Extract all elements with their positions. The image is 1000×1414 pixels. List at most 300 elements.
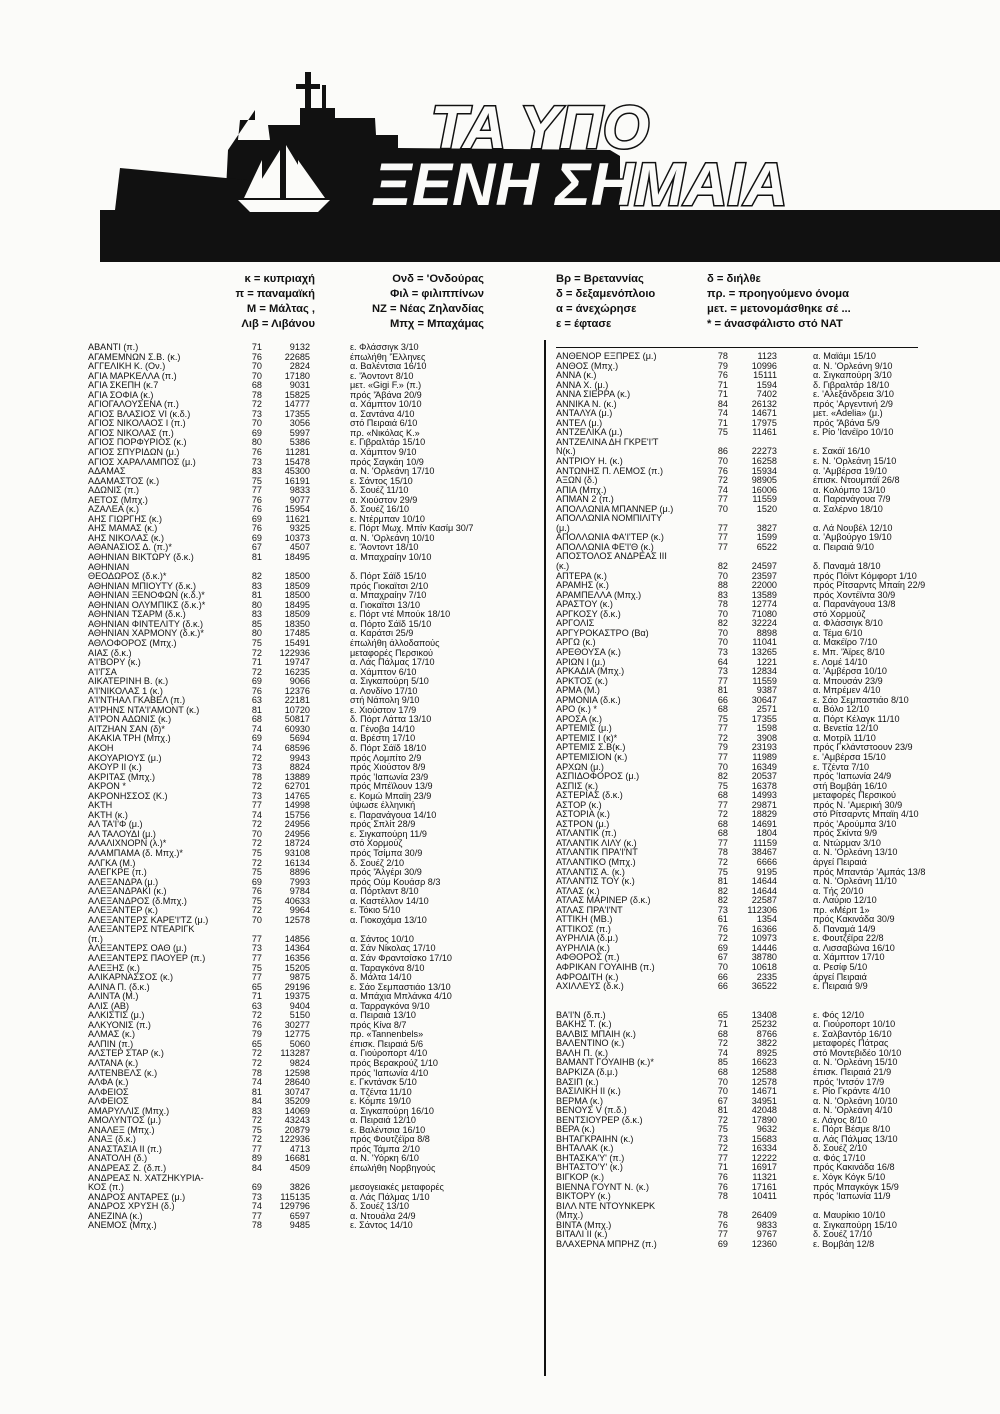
ship-name: ΑΡΑΣΤΟΥ (κ.) bbox=[556, 600, 613, 610]
tonnage: 45300 bbox=[284, 466, 310, 477]
tonnage: 18829 bbox=[751, 809, 777, 820]
build-year: 78 bbox=[717, 351, 728, 361]
status-note: α. Σάν Νίκολας 17/10 bbox=[350, 943, 436, 954]
build-year: 68 bbox=[717, 790, 728, 801]
build-year: 71 bbox=[251, 991, 262, 1002]
status-note: δ. Σουέζ 11/10 bbox=[350, 485, 409, 496]
build-year: 85 bbox=[717, 1057, 728, 1068]
build-year: 74 bbox=[251, 809, 262, 820]
status-note: α. Μπρέμεν 4/10 bbox=[813, 685, 881, 696]
table-row bbox=[556, 848, 926, 858]
tonnage: 30747 bbox=[284, 1086, 310, 1097]
status-note: α. Μπουσάν 23/9 bbox=[813, 675, 883, 686]
tonnage: 26409 bbox=[751, 1210, 777, 1221]
build-year: 73 bbox=[251, 943, 262, 954]
tonnage: 9824 bbox=[289, 1058, 310, 1069]
status-note: μεταφορές Περσικού bbox=[813, 790, 896, 801]
status-note: α. Φλάσσιγκ 8/10 bbox=[813, 618, 883, 629]
tonnage: 1598 bbox=[756, 723, 777, 734]
ship-name: ΘΕΟΔΩΡΟΣ (δ.κ.)* bbox=[88, 572, 167, 582]
status-note: α. Γιοκαϊτσι 13/10 bbox=[350, 599, 421, 610]
build-year: 84 bbox=[251, 1163, 262, 1174]
status-note: ε. Πειραιά 9/9 bbox=[813, 981, 868, 992]
build-year: 76 bbox=[717, 465, 728, 476]
tonnage: 19747 bbox=[284, 657, 310, 668]
status-note: α. Μαϊάμι 15/10 bbox=[813, 351, 876, 361]
build-year: 71 bbox=[251, 342, 262, 352]
build-year: 76 bbox=[251, 685, 262, 696]
tonnage: 122936 bbox=[279, 647, 310, 658]
build-year: 72 bbox=[251, 819, 262, 830]
ship-name: ΑΘΑΝΑΣΙΟΣ Δ. (π.)* bbox=[88, 543, 172, 553]
ship-name: ΒΑΡΚΙΖΑ (δ.μ.) bbox=[556, 1068, 618, 1078]
ship-name: ΑΛΙΚΑΡΝΑΣΣΟΣ (κ.) bbox=[88, 973, 174, 983]
status-note: δ. Σουέζ 2/10 bbox=[350, 857, 405, 868]
build-year: 65 bbox=[251, 1038, 262, 1049]
status-note: ε. 'Άοντοντ 18/10 bbox=[350, 542, 419, 553]
status-note: α. Τής 20/10 bbox=[813, 885, 864, 896]
ship-name: ΑΠΟΛΛΩΝΙΑ ΝΟΜΠΙΛΙΤΥ bbox=[556, 514, 663, 524]
tonnage: 6597 bbox=[289, 1210, 310, 1221]
build-year: 75 bbox=[251, 475, 262, 486]
tonnage: 13408 bbox=[751, 1009, 777, 1020]
tonnage: 9077 bbox=[289, 494, 310, 505]
table-row bbox=[556, 1240, 926, 1250]
status-note: πρός Βερακρούζ 1/10 bbox=[350, 1058, 438, 1069]
tonnage: 15825 bbox=[284, 389, 310, 400]
tonnage: 12222 bbox=[751, 1152, 777, 1163]
status-note: ε. Σάντος 14/10 bbox=[350, 1220, 413, 1231]
build-year: 76 bbox=[251, 447, 262, 458]
ship-name: ΒΙΕΝΝΑ ΓΟΥΝΤ Ν. (κ.) bbox=[556, 1182, 649, 1192]
build-year: 73 bbox=[717, 646, 728, 657]
tonnage: 14671 bbox=[751, 1086, 777, 1097]
table-row bbox=[88, 477, 468, 487]
tonnage: 9833 bbox=[289, 485, 310, 496]
status-note: έπωλήθη Νορβηγούς bbox=[350, 1163, 436, 1174]
tonnage: 13889 bbox=[284, 771, 310, 782]
tonnage: 11321 bbox=[752, 1172, 777, 1183]
ship-name: ΑΝΕΜΟΣ (Μπχ.) bbox=[88, 1221, 157, 1231]
build-year: 78 bbox=[251, 1220, 262, 1231]
build-year: 77 bbox=[717, 1229, 728, 1240]
build-year: 81 bbox=[717, 1105, 728, 1116]
ship-name: ΑΕΤΟΣ (Μπχ.) bbox=[88, 495, 148, 505]
status-note: στό Μοντεβιδέο 10/10 bbox=[813, 1047, 902, 1058]
ship-name: ΑΣΤΕΡΙΑΣ (δ.κ.) bbox=[556, 791, 623, 801]
status-note: δ. Πόρτ Λάττα 13/10 bbox=[350, 714, 432, 725]
tonnage: 9833 bbox=[756, 1219, 777, 1230]
status-note: στή Βομβάη 16/10 bbox=[813, 780, 887, 791]
tonnage: 12376 bbox=[284, 685, 310, 696]
tonnage: 38467 bbox=[751, 847, 777, 858]
status-note: α. Ν. 'Ορλεάνη 10/10 bbox=[813, 1095, 898, 1106]
table-row bbox=[556, 1001, 926, 1011]
ship-name: ΑΓΓΕΛΙΚΗ Κ. (Ον.) bbox=[88, 362, 166, 372]
build-year: 70 bbox=[251, 418, 262, 429]
build-year: 77 bbox=[251, 953, 262, 963]
tonnage: 5997 bbox=[289, 427, 310, 438]
build-year: 76 bbox=[717, 923, 728, 934]
status-note: α. Ταραγκόνα 8/10 bbox=[350, 962, 425, 973]
tonnage: 3908 bbox=[756, 732, 777, 743]
table-row bbox=[88, 553, 468, 563]
status-note: α. Ν. 'Ορλεάνη 4/10 bbox=[813, 1105, 893, 1116]
build-year: 72 bbox=[717, 809, 728, 820]
status-note: α. Λισσαβώνα 16/10 bbox=[813, 942, 895, 953]
ship-name: ΒΗΤΑΣΚΑ'Υ' (π.) bbox=[556, 1153, 625, 1163]
ship-name: ΑΡΜΟΝΙΑ (δ.κ.) bbox=[556, 695, 621, 705]
status-note: ε. 'Αλεξάνδρεια 3/10 bbox=[813, 389, 894, 400]
status-note: α. Σιγκαπούρη 5/10 bbox=[350, 676, 429, 687]
status-note: α. Βενετία 12/10 bbox=[813, 723, 879, 734]
ship-name: ΑΓΙΟΣ ΣΠΥΡΙΔΩΝ (μ.) bbox=[88, 448, 180, 458]
tonnage: 2571 bbox=[756, 704, 777, 715]
table-row bbox=[88, 1088, 468, 1098]
build-year: 63 bbox=[251, 1000, 262, 1011]
build-year: 70 bbox=[251, 828, 262, 839]
table-row bbox=[556, 619, 926, 629]
status-note: έπωλήθη άλλοδαπούς bbox=[350, 637, 440, 648]
tonnage: 12578 bbox=[751, 1076, 777, 1087]
ship-name: ΑΡΚΑΔΙΑ (Μπχ.) bbox=[556, 667, 625, 677]
build-year: 80 bbox=[251, 628, 262, 639]
status-note: α. Χάμπτον 10/10 bbox=[350, 399, 422, 410]
tonnage: 23193 bbox=[751, 742, 777, 753]
ship-name: ΑΛΚΥΟΝΙΣ (π.) bbox=[88, 1020, 151, 1030]
tonnage: 20537 bbox=[751, 771, 777, 782]
status-note: στό Χορμούζ bbox=[350, 838, 403, 849]
tonnage: 16258 bbox=[751, 456, 777, 467]
status-note: ε. Χιούστον 17/9 bbox=[350, 704, 417, 715]
tonnage: 14765 bbox=[284, 790, 310, 801]
tonnage: 5694 bbox=[289, 733, 310, 744]
build-year: 70 bbox=[717, 503, 728, 514]
build-year: 80 bbox=[251, 599, 262, 610]
build-year: 68 bbox=[717, 1067, 728, 1078]
ship-name: ΑΜΟΛΥΝΤΟΣ (μ.) bbox=[88, 1116, 162, 1126]
tonnage: 18500 bbox=[284, 571, 310, 582]
ship-name: ΑΝΔΡΕΑΣ Ζ. (δ.π.) bbox=[88, 1164, 167, 1174]
status-note: α. Σαλέρνο 18/10 bbox=[813, 503, 883, 514]
status-note: πρός 'Ιαπωνία 23/9 bbox=[350, 771, 429, 782]
build-year: 70 bbox=[251, 914, 262, 925]
status-note: α. Ν. 'Ορλεάνη 11/10 bbox=[813, 876, 897, 887]
build-year: 72 bbox=[717, 1038, 728, 1049]
tonnage: 30647 bbox=[751, 694, 777, 705]
ship-name: ΑΝΝΑ ΣΙΕΡΡΑ (κ.) bbox=[556, 390, 631, 400]
tonnage: 16356 bbox=[284, 953, 310, 963]
tonnage: 26132 bbox=[751, 398, 777, 409]
ship-name: ΒΛΑΧΕΡΝΑ ΜΠΡΗΖ (π.) bbox=[556, 1239, 657, 1249]
status-note: α. Σάν Φραντσίσκο 17/10 bbox=[350, 953, 452, 963]
legend-item: κ = κυπριαχή bbox=[244, 273, 315, 285]
tonnage: 14644 bbox=[751, 885, 777, 896]
build-year: 76 bbox=[251, 504, 262, 515]
build-year: 66 bbox=[717, 981, 728, 992]
status-note: μεταφορές Περσικού bbox=[350, 647, 433, 658]
tonnage: 14069 bbox=[284, 1105, 310, 1116]
tonnage: 71080 bbox=[751, 608, 777, 619]
build-year: 81 bbox=[251, 1086, 262, 1097]
tonnage: 9132 bbox=[289, 342, 310, 352]
ship-name: ΑΣΤΡΟΝ (μ.) bbox=[556, 819, 610, 829]
ship-name: ΑΛΦΑ (κ.) bbox=[88, 1078, 129, 1088]
tonnage: 112306 bbox=[747, 904, 777, 915]
status-note: α. Χάμπτον 9/10 bbox=[350, 447, 417, 458]
tonnage: 8896 bbox=[289, 867, 310, 878]
tonnage: 17890 bbox=[751, 1114, 777, 1125]
status-note: α. Ν. 'Ορλεάνη 10/10 bbox=[350, 532, 435, 543]
ship-name: ΑΝΕΖΙΝΑ (κ.) bbox=[88, 1211, 143, 1221]
tonnage: 25232 bbox=[751, 1019, 777, 1030]
tonnage: 30277 bbox=[284, 1019, 310, 1030]
status-note: πρός Γιοκαϊτσι 2/10 bbox=[350, 580, 429, 591]
status-note: πρός Χιούστον 8/9 bbox=[350, 762, 426, 773]
status-note: α. Σαντάνα 4/10 bbox=[350, 408, 415, 419]
ship-name: ΒΑΛΕΝΤΙΝΟ (κ.) bbox=[556, 1039, 625, 1049]
tonnage: 18724 bbox=[284, 838, 310, 849]
tonnage: 1221 bbox=[756, 656, 777, 667]
table-row bbox=[88, 916, 468, 926]
tonnage: 9195 bbox=[756, 866, 777, 877]
ship-name: ΑΡΕΘΟΥΣΑ (κ.) bbox=[556, 647, 621, 657]
ship-name: ΑΛΠΙΝ (π.) bbox=[88, 1039, 134, 1049]
status-note: α. Πόρτλαντ 8/10 bbox=[350, 886, 419, 897]
tonnage: 6522 bbox=[756, 541, 777, 552]
build-year: 75 bbox=[251, 1124, 262, 1135]
ship-name: ΑΓΙΑ ΜΑΡΚΕΛΛΑ (π.) bbox=[88, 371, 177, 381]
build-year: 77 bbox=[717, 799, 728, 810]
status-note: α. Ντώρμαν 3/10 bbox=[813, 837, 881, 848]
build-year: 84 bbox=[717, 398, 728, 409]
build-year: 83 bbox=[717, 589, 728, 600]
tonnage: 9943 bbox=[289, 752, 310, 763]
status-note: πρός 'Αργεντινή 2/9 bbox=[813, 398, 893, 409]
ship-name: ΑΓΙΟΣ ΝΙΚΟΛΑΟΣ Ι (π.) bbox=[88, 419, 186, 429]
build-year: 75 bbox=[251, 962, 262, 973]
status-note: ε. Πόρτ ντέ Μπούκ 18/10 bbox=[350, 609, 451, 620]
ship-name: ΑΦΡΙΚΑΝ ΓΟΥΑΙΗΒ (π.) bbox=[556, 963, 655, 972]
legend-item: α = άνεχώρησε bbox=[556, 303, 637, 315]
status-note: α. Ταρραγκόνα 9/10 bbox=[350, 1000, 430, 1011]
tonnage: 62701 bbox=[284, 781, 310, 792]
build-year: 80 bbox=[251, 437, 262, 448]
status-note: α. Λαύριο 12/10 bbox=[813, 895, 877, 906]
status-note: δ. Σουέζ 2/10 bbox=[813, 1143, 868, 1154]
ship-name: ΑΚΡΟΝΗΣΣΟΣ (Κ.) bbox=[88, 791, 168, 801]
build-year: 61 bbox=[717, 914, 728, 925]
build-year: 70 bbox=[717, 608, 728, 619]
tonnage: 17355 bbox=[751, 713, 777, 724]
tonnage: 1594 bbox=[756, 379, 777, 390]
tonnage: 15205 bbox=[284, 962, 310, 973]
status-note: ε. Ρίο Γκράντε 4/10 bbox=[813, 1086, 891, 1097]
status-note: α. Λάς Πάλμας 13/10 bbox=[813, 1133, 898, 1144]
status-note: άργεί Πειραιά bbox=[813, 971, 867, 982]
ship-name: ΒΑ'Ι'Ν (δ.π.) bbox=[556, 1010, 606, 1020]
ship-list-left bbox=[88, 342, 474, 1231]
ship-name: ΑΘΗΝΙΑΝ bbox=[88, 562, 130, 572]
tonnage: 5060 bbox=[289, 1038, 310, 1049]
table-row bbox=[556, 1106, 926, 1116]
build-year: 78 bbox=[251, 1067, 262, 1078]
build-year: 67 bbox=[251, 542, 262, 553]
status-note: στό Χορμούζ bbox=[813, 608, 866, 619]
ship-name: ΑΥΡΗΛΙΑ (δ.μ.) bbox=[556, 934, 619, 944]
tonnage: 14856 bbox=[284, 933, 310, 944]
ship-name: ΑΚΟΥΑΡΙΟΥΣ (μ.) bbox=[88, 753, 162, 763]
build-year: 70 bbox=[717, 627, 728, 638]
ship-name: ΑΘΗΝΙΑΝ ΒΙΚΤΩΡΥ (δ.κ.) bbox=[88, 553, 194, 563]
tonnage: 17975 bbox=[751, 417, 777, 428]
tonnage: 8824 bbox=[289, 762, 310, 773]
ship-name: ΑΠΟΛΛΩΝΙΑ ΦΑ'Ι'ΤΕΡ (κ.) bbox=[556, 533, 664, 543]
build-year: 70 bbox=[717, 637, 728, 648]
status-note: δ. Γιβραλτάρ 18/10 bbox=[813, 379, 890, 390]
legend-col-4 bbox=[707, 272, 851, 332]
table-row bbox=[88, 897, 468, 907]
tonnage: 12775 bbox=[284, 1029, 310, 1040]
status-note: α. Χάμπτον 17/10 bbox=[813, 952, 885, 963]
status-note: ε. Σάο Σεμπαστιάο 13/10 bbox=[350, 981, 451, 992]
build-year: 64 bbox=[717, 656, 728, 667]
table-row bbox=[556, 600, 926, 610]
ship-name: ΑΠΜΑΝ 2 (π.) bbox=[556, 495, 614, 505]
build-year: 77 bbox=[717, 1152, 728, 1163]
status-note: δ. Πόρτ Σάϊδ 18/10 bbox=[350, 742, 427, 753]
build-year: 71 bbox=[717, 1019, 728, 1030]
status-note: μετ. «Gigi F.» (π.) bbox=[350, 380, 422, 391]
status-note: έπισκ. Ντουμπάϊ 26/8 bbox=[813, 475, 900, 486]
tonnage: 16334 bbox=[751, 1143, 777, 1154]
ship-name: ΑΓΙΑ ΣΟΦΙΑ (κ.) bbox=[88, 390, 154, 400]
status-note: μεσογειακές μεταφορές bbox=[350, 1182, 444, 1193]
status-note: ε. Ντέρμπαν 10/10 bbox=[350, 513, 425, 524]
build-year: 65 bbox=[251, 981, 262, 992]
tonnage: 122936 bbox=[279, 1134, 310, 1145]
status-note: α. Φός 17/10 bbox=[813, 1152, 866, 1163]
status-note: α. Πόρτ Κέλαγκ 11/10 bbox=[813, 713, 900, 724]
build-year: 76 bbox=[251, 494, 262, 505]
tonnage: 14777 bbox=[284, 399, 310, 410]
build-year: 82 bbox=[717, 618, 728, 629]
ship-name: Ν(κ.) bbox=[556, 447, 576, 457]
tonnage: 5150 bbox=[289, 1010, 310, 1021]
build-year: 83 bbox=[251, 1105, 262, 1116]
status-note: πρός 'Άλγέρι 30/9 bbox=[350, 867, 422, 878]
status-note: ε. 'Αμβέρσα 15/10 bbox=[813, 751, 886, 762]
build-year: 88 bbox=[717, 580, 728, 591]
ship-name: ΑΝΔΡΟΣ ΑΝΤΑΡΕΣ (μ.) bbox=[88, 1192, 186, 1202]
build-year: 68 bbox=[717, 704, 728, 715]
table-row bbox=[556, 953, 926, 963]
ship-name: ΑΛΕΞΑΝΔΡΑΚΙ (κ.) bbox=[88, 887, 167, 897]
tonnage: 16235 bbox=[284, 666, 310, 677]
tonnage: 10973 bbox=[751, 933, 777, 944]
build-year: 72 bbox=[717, 475, 728, 486]
legend-item: * = άνασφάλιστο στό ΝΑΤ bbox=[707, 318, 843, 330]
ship-name: ΑΛΕΞΑΝΤΕΡΣ ΝΤΕΑΡΙΓΚ bbox=[88, 925, 195, 935]
ship-name: ΑΥΡΗΛΙΑ (κ.) bbox=[556, 943, 610, 953]
build-year: 71 bbox=[717, 379, 728, 390]
build-year: 75 bbox=[251, 867, 262, 878]
tonnage: 2824 bbox=[289, 361, 310, 372]
tonnage: 22000 bbox=[751, 580, 777, 591]
ship-name: ΑΘΗΝΙΑΝ ΧΑΡΜΟΝΥ (δ.κ.)* bbox=[88, 629, 204, 639]
status-note: α. Βρέστη 17/10 bbox=[350, 733, 416, 744]
legend-item: Ονδ = 'Ονδούρας bbox=[392, 273, 484, 285]
build-year: 71 bbox=[717, 417, 728, 428]
legend-col-3 bbox=[556, 272, 655, 332]
status-note: α. Ν. 'Ορλεάνη 9/10 bbox=[813, 360, 893, 371]
build-year: 68 bbox=[717, 818, 728, 829]
ship-name: ΑΓΙΑ ΣΚΕΠΗ (κ.7 bbox=[88, 381, 159, 391]
tonnage: 36522 bbox=[751, 981, 777, 992]
tonnage: 12598 bbox=[284, 1067, 310, 1078]
tonnage: 18495 bbox=[284, 552, 310, 563]
ship-name: ΑΓΑΜΕΜΝΩΝ Σ.Β. (κ.) bbox=[88, 352, 181, 362]
ship-name: ΑΗΣ ΝΙΚΟΛΑΣ (κ.) bbox=[88, 533, 164, 543]
status-note: α. Βόλο 12/10 bbox=[813, 704, 870, 715]
status-note: μετ. «Adelia» (μ.) bbox=[813, 408, 883, 419]
status-note: ε. Λομέ 14/10 bbox=[813, 656, 868, 667]
ship-name: ΒΙΝΤΑ (Μπχ.) bbox=[556, 1220, 612, 1230]
build-year: 73 bbox=[717, 904, 728, 915]
ship-name: ΑΤΛΑΣ ΜΑΡΙΝΕΡ (δ.κ.) bbox=[556, 896, 651, 906]
status-note: α. Ρεσίφ 5/10 bbox=[813, 962, 868, 972]
tonnage: 11159 bbox=[753, 837, 777, 848]
tonnage: 113287 bbox=[280, 1048, 310, 1059]
ship-name: ΑΓΙΟΣ ΒΛΑΣΙΟΣ VI (κ.δ.) bbox=[88, 409, 191, 419]
status-note: ε. Σάντος 15/10 bbox=[350, 475, 413, 486]
build-year: 76 bbox=[717, 1181, 728, 1192]
ship-name: (Μπχ.) bbox=[556, 1211, 584, 1221]
status-note: α. Τέμα 6/10 bbox=[813, 627, 863, 638]
tonnage: 1520 bbox=[756, 503, 777, 514]
build-year: 84 bbox=[251, 1096, 262, 1107]
status-note: πρός Μπαγκόγκ 15/9 bbox=[813, 1181, 899, 1192]
ship-name: ΑΡΓΩ (κ.) bbox=[556, 638, 596, 648]
build-year: 75 bbox=[717, 1124, 728, 1135]
tonnage: 15111 bbox=[753, 370, 777, 381]
build-year: 82 bbox=[717, 561, 728, 572]
build-year: 77 bbox=[717, 837, 728, 848]
table-row bbox=[556, 753, 926, 763]
build-year: 74 bbox=[251, 742, 262, 753]
tonnage: 1804 bbox=[756, 828, 777, 839]
ship-name: ΑΝΑΤΟΛΗ (δ.) bbox=[88, 1154, 148, 1164]
ship-name: ΑΜΑΡΥΛΛΙΣ (Μπχ.) bbox=[88, 1106, 170, 1116]
build-year: 72 bbox=[251, 1048, 262, 1059]
ship-name: ΑΤΤΙΚΗ (ΜΒ.) bbox=[556, 915, 613, 925]
tonnage: 29871 bbox=[751, 799, 777, 810]
ship-list-right bbox=[556, 352, 926, 1249]
build-year: 70 bbox=[717, 761, 728, 772]
status-note: α. Ν. 'Υόρκη 6/10 bbox=[350, 1153, 419, 1164]
tonnage: 14644 bbox=[751, 876, 777, 887]
tonnage: 3056 bbox=[289, 418, 310, 429]
build-year: 81 bbox=[251, 590, 262, 601]
status-note: α. Λονδίνο 17/10 bbox=[350, 685, 418, 696]
ship-name: Α'Ι'ΡΟΝ ΑΔΩΝΙΣ (κ.) bbox=[88, 715, 172, 725]
status-note: α. Λάς Πάλμας 1/10 bbox=[350, 1191, 430, 1202]
status-note: ε. Σαλβαντόρ 16/10 bbox=[813, 1028, 892, 1039]
ship-name: ΑΤΛΑΣ ΠΡΑ'Ι'ΝΤ bbox=[556, 905, 623, 915]
ship-name: ΑΝΑΣΤΑΣΙΑ ΙΙ (π.) bbox=[88, 1144, 162, 1154]
table-row bbox=[556, 992, 926, 1002]
ship-name: ΑΚΟΥΡ ΙΙ (κ.) bbox=[88, 763, 142, 773]
